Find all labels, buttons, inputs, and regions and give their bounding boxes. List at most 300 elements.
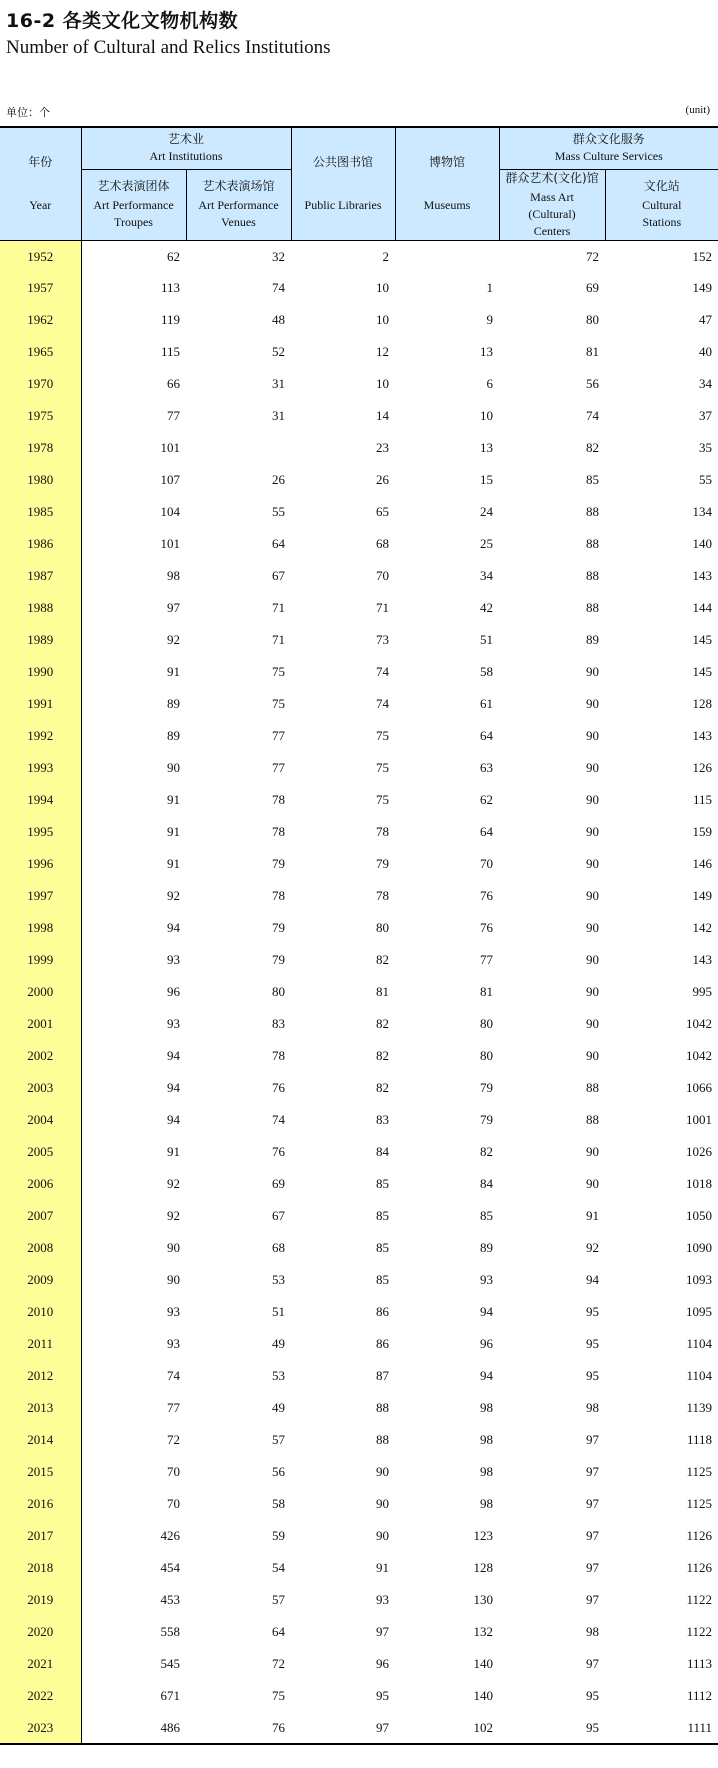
museums-cell: 102 (473, 1719, 494, 1735)
museums-cell: 64 (480, 728, 494, 743)
venues-cell: 48 (272, 312, 286, 327)
libraries-cell: 74 (376, 696, 390, 711)
centers-cell: 88 (586, 1080, 600, 1095)
museums-cell: 96 (480, 1336, 494, 1351)
stations-cell: 143 (692, 952, 713, 967)
museums-cell: 93 (480, 1272, 494, 1287)
year-cell: 2012 (0, 1360, 81, 1392)
centers-cell: 98 (586, 1400, 600, 1415)
table-row (0, 240, 718, 272)
museums-cell: 25 (480, 536, 494, 551)
venues-cell: 75 (272, 664, 286, 679)
table-row (0, 816, 718, 848)
venues-cell: 75 (272, 696, 286, 711)
venues-cell: 59 (272, 1528, 286, 1543)
libraries-cell: 26 (376, 472, 390, 487)
stations-cell: 159 (692, 824, 713, 839)
year-header-en: Year (29, 197, 52, 212)
table-row (0, 1328, 718, 1360)
centers-cell: 82 (586, 440, 600, 455)
year-cell: 1962 (0, 304, 81, 336)
museums-cell: 10 (480, 408, 494, 423)
libraries-cell: 79 (376, 856, 390, 871)
venues-cell: 72 (272, 1656, 286, 1671)
centers-cell: 90 (586, 856, 600, 871)
centers-cell: 90 (586, 888, 600, 903)
mass-culture-header (499, 127, 718, 169)
troupes-cell: 92 (167, 888, 180, 903)
troupes-cell: 115 (160, 344, 180, 359)
venues-cell: 78 (272, 824, 286, 839)
stations-cell: 1113 (686, 1656, 713, 1671)
table-row (0, 656, 718, 688)
museums-cell: 80 (480, 1048, 494, 1063)
year-cell: 1996 (0, 848, 81, 880)
museums-cell: 80 (480, 1016, 494, 1031)
museums-cell: 58 (480, 664, 494, 679)
venues-cell: 67 (272, 568, 286, 583)
libraries-cell: 95 (376, 1688, 390, 1703)
libraries-cell: 65 (376, 504, 390, 519)
centers-cell: 90 (586, 920, 600, 935)
stations-cell: 1050 (686, 1208, 713, 1223)
year-cell: 2017 (0, 1520, 81, 1552)
venues-cell: 31 (272, 408, 286, 423)
centers-cell: 90 (586, 952, 600, 967)
centers-cell: 90 (586, 696, 600, 711)
stations-cell: 1042 (686, 1048, 713, 1063)
year-cell: 2006 (0, 1168, 81, 1200)
libraries-cell: 10 (376, 376, 390, 391)
libraries-cell: 85 (376, 1240, 390, 1255)
troupes-cell: 70 (167, 1464, 180, 1479)
table-row (0, 912, 718, 944)
centers-header (499, 169, 605, 240)
venues-cell: 57 (272, 1432, 286, 1447)
venues-cell: 83 (272, 1016, 286, 1031)
centers-cell: 56 (586, 376, 600, 391)
museums-cell: 15 (480, 472, 494, 487)
museums-cell: 13 (480, 440, 494, 455)
troupes-cell: 93 (167, 1336, 180, 1351)
year-cell: 2019 (0, 1584, 81, 1616)
centers-cell: 90 (586, 1144, 600, 1159)
centers-cell: 90 (586, 760, 600, 775)
libraries-cell: 90 (376, 1528, 390, 1543)
venues-cell: 78 (272, 1048, 286, 1063)
libraries-cell: 75 (376, 760, 390, 775)
troupes-cell: 101 (160, 440, 180, 455)
stations-cell: 1139 (686, 1400, 713, 1415)
libraries-cell: 90 (376, 1496, 390, 1511)
stations-cell: 128 (692, 696, 713, 711)
venues-cell: 69 (272, 1176, 286, 1191)
troupes-cell: 486 (160, 1719, 180, 1735)
year-cell: 2005 (0, 1136, 81, 1168)
troupes-cell: 113 (160, 280, 180, 295)
libraries-cell: 90 (376, 1464, 390, 1479)
stations-cell: 115 (693, 792, 713, 807)
centers-cell: 85 (586, 472, 600, 487)
venues-cell: 80 (272, 984, 286, 999)
art-header-en: Art Institutions (149, 149, 223, 164)
troupes-header (81, 169, 186, 240)
table-row (0, 1488, 718, 1520)
page-title-en: Number of Cultural and Relics Institutions (6, 37, 331, 58)
stations-cell: 1066 (686, 1080, 713, 1095)
stations-cell: 1104 (686, 1336, 713, 1351)
troupes-cell: 91 (167, 856, 180, 871)
table-row (0, 1072, 718, 1104)
stations-header-en: Cultural Stations (642, 198, 682, 229)
year-cell: 2001 (0, 1008, 81, 1040)
table-row (0, 1136, 718, 1168)
table-row (0, 1232, 718, 1264)
centers-cell: 98 (586, 1624, 600, 1639)
stations-header (605, 169, 718, 240)
troupes-cell: 77 (167, 408, 180, 423)
stations-cell: 134 (692, 504, 713, 519)
venues-cell: 52 (272, 344, 286, 359)
museums-cell: 82 (480, 1144, 494, 1159)
centers-cell: 74 (586, 408, 600, 423)
year-cell: 1999 (0, 944, 81, 976)
venues-cell: 75 (272, 1688, 286, 1703)
table-row (0, 432, 718, 464)
table-row (0, 1264, 718, 1296)
stations-cell: 145 (692, 632, 713, 647)
museums-cell: 70 (480, 856, 494, 871)
year-cell: 1957 (0, 272, 81, 304)
stations-cell: 47 (699, 312, 713, 327)
museums-cell (395, 240, 499, 272)
year-cell: 1988 (0, 592, 81, 624)
stations-cell: 35 (699, 440, 713, 455)
museums-cell: 123 (473, 1528, 494, 1543)
institutions-table (0, 126, 718, 1745)
museums-cell: 24 (480, 504, 494, 519)
stations-cell: 34 (699, 376, 713, 391)
libraries-cell: 88 (376, 1432, 390, 1447)
year-cell: 1985 (0, 496, 81, 528)
table-row (0, 336, 718, 368)
centers-cell: 92 (586, 1240, 600, 1255)
troupes-cell: 91 (167, 664, 180, 679)
museums-cell: 84 (480, 1176, 494, 1191)
stations-cell: 1125 (686, 1464, 713, 1479)
stations-cell: 995 (692, 984, 713, 999)
libraries-cell: 10 (376, 280, 390, 295)
venues-cell: 56 (272, 1464, 286, 1479)
stations-cell: 55 (699, 472, 713, 487)
libraries-cell: 10 (376, 312, 390, 327)
stations-cell: 1111 (687, 1719, 713, 1735)
stations-cell: 1112 (686, 1688, 713, 1703)
venues-header-en: Art Performance Venues (198, 198, 279, 229)
unit-label-cn: 单位：个 (6, 106, 50, 119)
centers-cell: 97 (586, 1432, 600, 1447)
venues-cell: 54 (272, 1560, 286, 1575)
venues-cell (186, 432, 291, 464)
libraries-cell: 97 (376, 1719, 390, 1735)
year-cell: 1998 (0, 912, 81, 944)
venues-cell: 76 (272, 1719, 286, 1735)
venues-cell: 64 (272, 536, 286, 551)
museums-cell: 98 (480, 1464, 494, 1479)
centers-cell: 88 (586, 536, 600, 551)
libraries-cell: 85 (376, 1176, 390, 1191)
libraries-cell: 75 (376, 792, 390, 807)
museums-cell: 13 (480, 344, 494, 359)
venues-cell: 55 (272, 504, 286, 519)
year-cell: 1990 (0, 656, 81, 688)
stations-cell: 142 (692, 920, 713, 935)
venues-cell: 57 (272, 1592, 286, 1607)
troupes-header-cn: 艺术表演团体 (97, 179, 170, 193)
museums-cell: 98 (480, 1400, 494, 1415)
libraries-cell: 71 (376, 600, 390, 615)
museums-cell: 9 (486, 312, 494, 327)
year-cell: 1993 (0, 752, 81, 784)
troupes-cell: 89 (167, 696, 180, 711)
table-row (0, 464, 718, 496)
table-header (0, 127, 718, 240)
troupes-cell: 89 (167, 728, 180, 743)
table-row (0, 880, 718, 912)
libraries-header-cn: 公共图书馆 (313, 154, 374, 169)
museums-cell: 62 (480, 792, 494, 807)
table-row (0, 528, 718, 560)
venues-cell: 79 (272, 856, 286, 871)
centers-cell: 97 (586, 1528, 600, 1543)
year-cell: 1987 (0, 560, 81, 592)
centers-cell: 80 (586, 312, 600, 327)
mass-header-cn: 群众文化服务 (572, 132, 645, 147)
troupes-cell: 104 (160, 504, 180, 519)
year-cell: 2023 (0, 1712, 81, 1744)
venues-cell: 53 (272, 1368, 286, 1383)
museums-header (395, 127, 499, 240)
museums-cell: 76 (480, 888, 494, 903)
stations-cell: 145 (692, 664, 713, 679)
venues-cell: 78 (272, 888, 286, 903)
museums-cell: 94 (480, 1368, 494, 1383)
stations-cell: 1125 (686, 1496, 713, 1511)
table-row (0, 624, 718, 656)
centers-cell: 72 (586, 249, 600, 265)
table-row (0, 1008, 718, 1040)
centers-cell: 95 (586, 1368, 600, 1383)
centers-cell: 90 (586, 984, 600, 999)
troupes-cell: 90 (167, 760, 180, 775)
year-header-cn: 年份 (28, 154, 53, 169)
troupes-cell: 93 (167, 952, 180, 967)
troupes-cell: 98 (167, 568, 180, 583)
year-cell: 2000 (0, 976, 81, 1008)
stations-cell: 37 (699, 408, 713, 423)
art-institutions-header (81, 127, 291, 169)
venues-cell: 32 (272, 249, 286, 265)
troupes-cell: 90 (167, 1272, 180, 1287)
venues-cell: 31 (272, 376, 286, 391)
troupes-cell: 94 (167, 1048, 180, 1063)
year-cell: 2003 (0, 1072, 81, 1104)
stations-cell: 144 (692, 600, 713, 615)
year-cell: 2002 (0, 1040, 81, 1072)
year-cell: 2016 (0, 1488, 81, 1520)
libraries-cell: 82 (376, 1080, 390, 1095)
venues-cell: 58 (272, 1496, 286, 1511)
centers-cell: 97 (586, 1560, 600, 1575)
venues-cell: 68 (272, 1240, 286, 1255)
year-cell: 2010 (0, 1296, 81, 1328)
museums-cell: 85 (480, 1208, 494, 1223)
year-header (0, 127, 81, 240)
table-row (0, 1296, 718, 1328)
troupes-cell: 72 (167, 1432, 180, 1447)
museums-cell: 61 (480, 696, 494, 711)
stations-cell: 1001 (686, 1112, 713, 1127)
mass-header-en: Mass Culture Services (554, 149, 663, 164)
table-row (0, 496, 718, 528)
stations-cell: 1042 (686, 1016, 713, 1031)
centers-cell: 97 (586, 1496, 600, 1511)
venues-cell: 64 (272, 1624, 286, 1639)
museums-cell: 34 (480, 568, 494, 583)
table-row (0, 1584, 718, 1616)
table-row (0, 1200, 718, 1232)
libraries-cell: 91 (376, 1560, 390, 1575)
table-row (0, 944, 718, 976)
libraries-cell: 88 (376, 1400, 390, 1415)
libraries-header (291, 127, 395, 240)
venues-cell: 79 (272, 920, 286, 935)
venues-cell: 77 (272, 760, 286, 775)
museums-cell: 1 (486, 280, 494, 295)
centers-cell: 97 (586, 1592, 600, 1607)
table-row (0, 1424, 718, 1456)
stations-cell: 126 (692, 760, 713, 775)
stations-cell: 1122 (686, 1624, 713, 1639)
troupes-cell: 66 (167, 376, 180, 391)
troupes-cell: 62 (167, 249, 180, 265)
stations-cell: 143 (692, 728, 713, 743)
troupes-cell: 91 (167, 1144, 180, 1159)
stations-cell: 1093 (686, 1272, 713, 1287)
year-cell: 1975 (0, 400, 81, 432)
libraries-cell: 73 (376, 632, 390, 647)
year-cell: 1989 (0, 624, 81, 656)
table-row (0, 1040, 718, 1072)
table-row (0, 400, 718, 432)
venues-cell: 71 (272, 632, 286, 647)
libraries-cell: 86 (376, 1304, 390, 1319)
libraries-cell: 84 (376, 1144, 390, 1159)
troupes-cell: 77 (167, 1400, 180, 1415)
centers-cell: 95 (586, 1336, 600, 1351)
libraries-cell: 78 (376, 824, 390, 839)
troupes-cell: 545 (160, 1656, 180, 1671)
troupes-cell: 101 (160, 536, 180, 551)
museums-cell: 81 (480, 984, 494, 999)
venues-cell: 53 (272, 1272, 286, 1287)
museums-cell: 140 (473, 1656, 494, 1671)
table-row (0, 1552, 718, 1584)
centers-cell: 90 (586, 824, 600, 839)
year-cell: 1992 (0, 720, 81, 752)
centers-cell: 90 (586, 1176, 600, 1191)
art-header-cn: 艺术业 (168, 132, 205, 147)
museums-cell: 130 (473, 1592, 494, 1607)
libraries-cell: 97 (376, 1624, 390, 1639)
venues-header (186, 169, 291, 240)
centers-header-cn: 群众艺术(文化)馆 (505, 170, 599, 185)
venues-cell: 26 (272, 472, 286, 487)
stations-cell: 1122 (686, 1592, 713, 1607)
table-row (0, 592, 718, 624)
year-cell: 1965 (0, 336, 81, 368)
year-cell: 1991 (0, 688, 81, 720)
year-cell: 1978 (0, 432, 81, 464)
stations-cell: 149 (692, 888, 713, 903)
venues-cell: 51 (272, 1304, 286, 1319)
table-row (0, 1680, 718, 1712)
museums-header-en: Museums (423, 197, 471, 212)
venues-cell: 49 (272, 1400, 286, 1415)
museums-cell: 98 (480, 1496, 494, 1511)
table-row (0, 752, 718, 784)
year-cell: 1970 (0, 368, 81, 400)
centers-header-en: Mass Art (Cultural) Centers (528, 189, 576, 238)
museums-cell: 140 (473, 1688, 494, 1703)
museums-cell: 98 (480, 1432, 494, 1447)
venues-cell: 76 (272, 1080, 286, 1095)
centers-cell: 81 (586, 344, 600, 359)
year-cell: 1986 (0, 528, 81, 560)
venues-cell: 74 (272, 280, 286, 295)
stations-cell: 1126 (686, 1560, 713, 1575)
year-cell: 1952 (0, 240, 81, 272)
stations-cell: 152 (692, 249, 713, 265)
libraries-cell: 85 (376, 1208, 390, 1223)
libraries-cell: 85 (376, 1272, 390, 1287)
year-cell: 2022 (0, 1680, 81, 1712)
troupes-cell: 97 (167, 600, 180, 615)
year-cell: 2018 (0, 1552, 81, 1584)
stations-cell: 40 (699, 344, 713, 359)
year-cell: 2008 (0, 1232, 81, 1264)
troupes-cell: 119 (160, 312, 180, 327)
venues-cell: 49 (272, 1336, 286, 1351)
table-row (0, 720, 718, 752)
centers-cell: 89 (586, 632, 600, 647)
troupes-cell: 453 (160, 1592, 180, 1607)
table-row (0, 1168, 718, 1200)
troupes-cell: 90 (167, 1240, 180, 1255)
venues-cell: 71 (272, 600, 286, 615)
centers-cell: 90 (586, 728, 600, 743)
museums-cell: 51 (480, 632, 494, 647)
libraries-cell: 81 (376, 984, 390, 999)
museums-cell: 76 (480, 920, 494, 935)
libraries-cell: 82 (376, 1016, 390, 1031)
stations-cell: 1104 (686, 1368, 713, 1383)
museums-cell: 79 (480, 1112, 494, 1127)
table-row (0, 1648, 718, 1680)
table-row (0, 784, 718, 816)
year-cell: 2007 (0, 1200, 81, 1232)
libraries-cell: 23 (376, 440, 390, 455)
